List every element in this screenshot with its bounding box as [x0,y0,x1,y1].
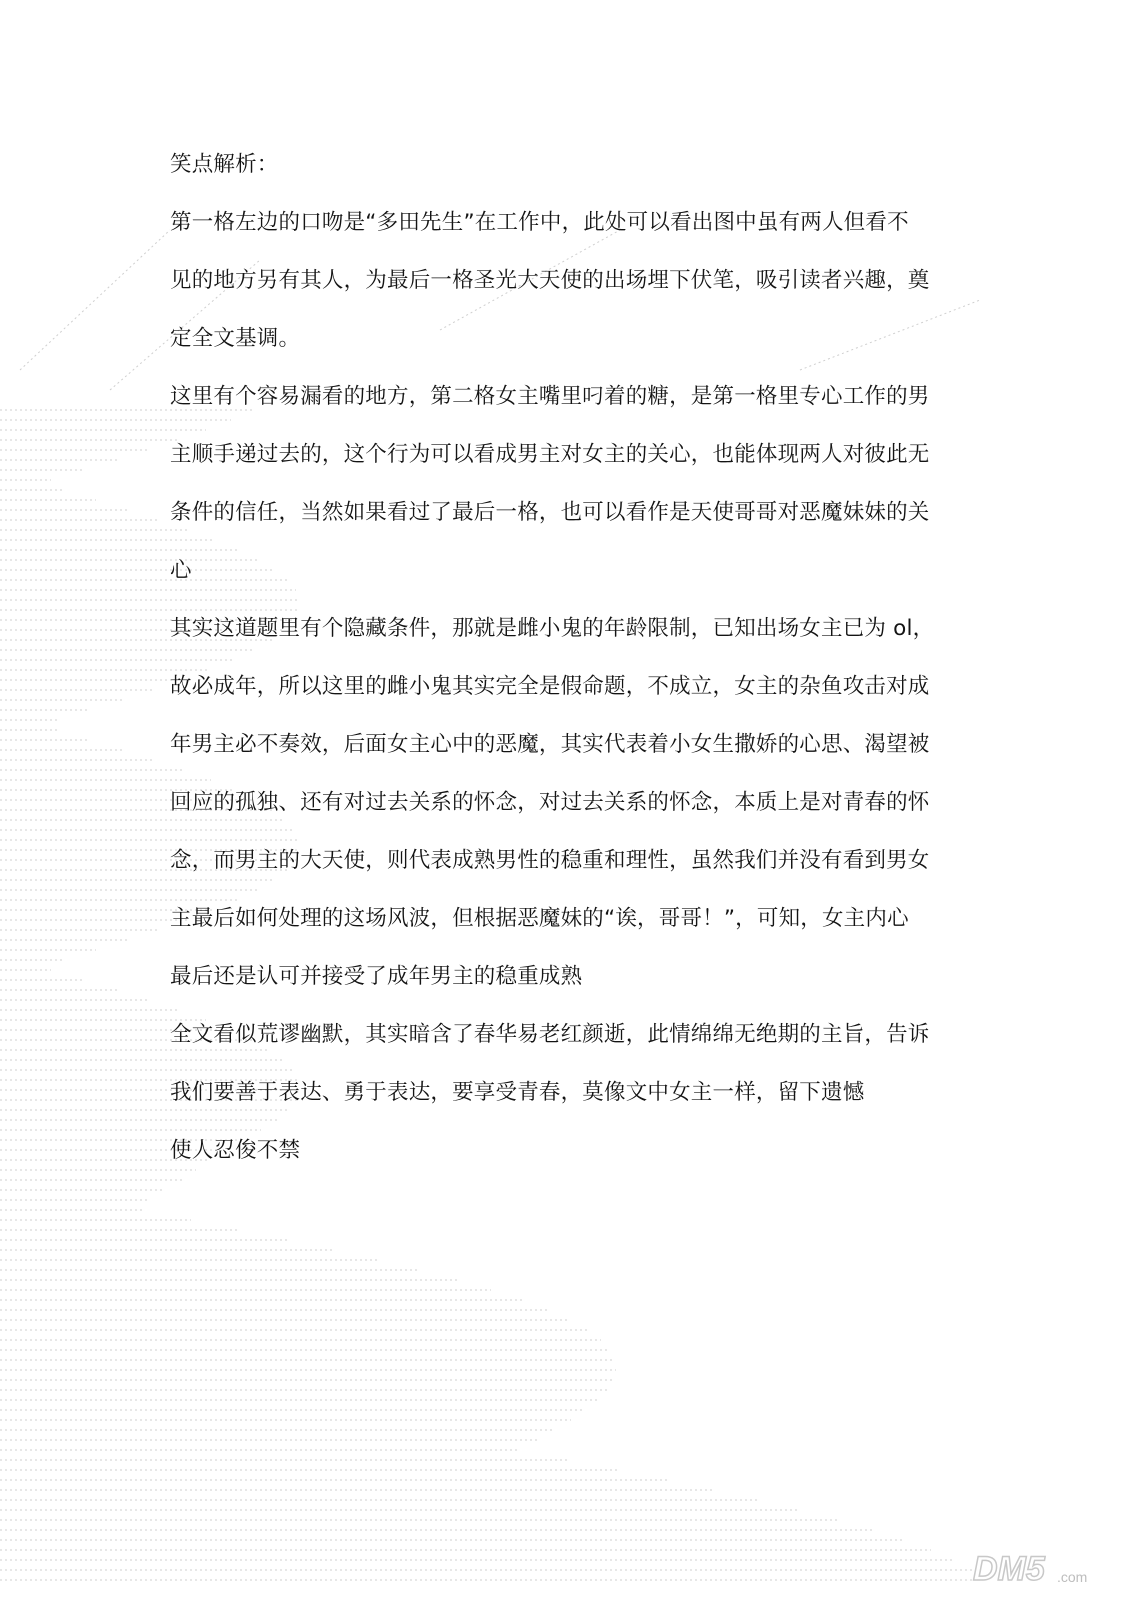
text-line: 主顺手递过去的，这个行为可以看成男主对女主的关心，也能体现两人对彼此无 [170,442,930,467]
text-line: 定全文基调。 [170,326,301,351]
text-line: 故必成年，所以这里的雌小鬼其实完全是假命题，不成立，女主的杂鱼攻击对成 [170,674,930,699]
dm5-logo-icon [969,1548,1109,1588]
watermark-suffix: .com [1057,1569,1088,1585]
text-line: 我们要善于表达、勇于表达，要享受青春，莫像文中女主一样，留下遗憾 [170,1080,865,1105]
text-line: 其实这道题里有个隐藏条件，那就是雌小鬼的年龄限制，已知出场女主已为 ol， [170,616,935,641]
artifact-line [20,230,170,370]
artifact-line [800,300,980,370]
text-line: 第一格左边的口吻是“多田先生”在工作中，此处可以看出图中虽有两人但看不 [170,210,909,235]
text-line: 条件的信任，当然如果看过了最后一格，也可以看作是天使哥哥对恶魔妹妹的关 [170,500,930,525]
section-heading: 笑点解析： [170,152,279,177]
text-line: 全文看似荒谬幽默，其实暗含了春华易老红颜逝，此情绵绵无绝期的主旨，告诉 [170,1022,930,1047]
text-line: 使人忍俊不禁 [170,1138,301,1163]
text-line: 心 [170,558,192,583]
text-line: 念，而男主的大天使，则代表成熟男性的稳重和理性，虽然我们并没有看到男女 [170,848,930,873]
text-line: 这里有个容易漏看的地方，第二格女主嘴里叼着的糖，是第一格里专心工作的男 [170,384,930,409]
text-line: 最后还是认可并接受了成年男主的稳重成熟 [170,964,583,989]
watermark-brand: DM5 [973,1550,1045,1588]
text-line: 见的地方另有其人，为最后一格圣光大天使的出场埋下伏笔，吸引读者兴趣，奠 [170,268,930,293]
text-line: 年男主必不奏效，后面女主心中的恶魔，其实代表着小女生撒娇的心思、渴望被 [170,732,930,757]
text-line: 回应的孤独、还有对过去关系的怀念，对过去关系的怀念，本质上是对青春的怀 [170,790,930,815]
text-line: 主最后如何处理的这场风波，但根据恶魔妹的“诶，哥哥！”，可知，女主内心 [170,906,909,931]
